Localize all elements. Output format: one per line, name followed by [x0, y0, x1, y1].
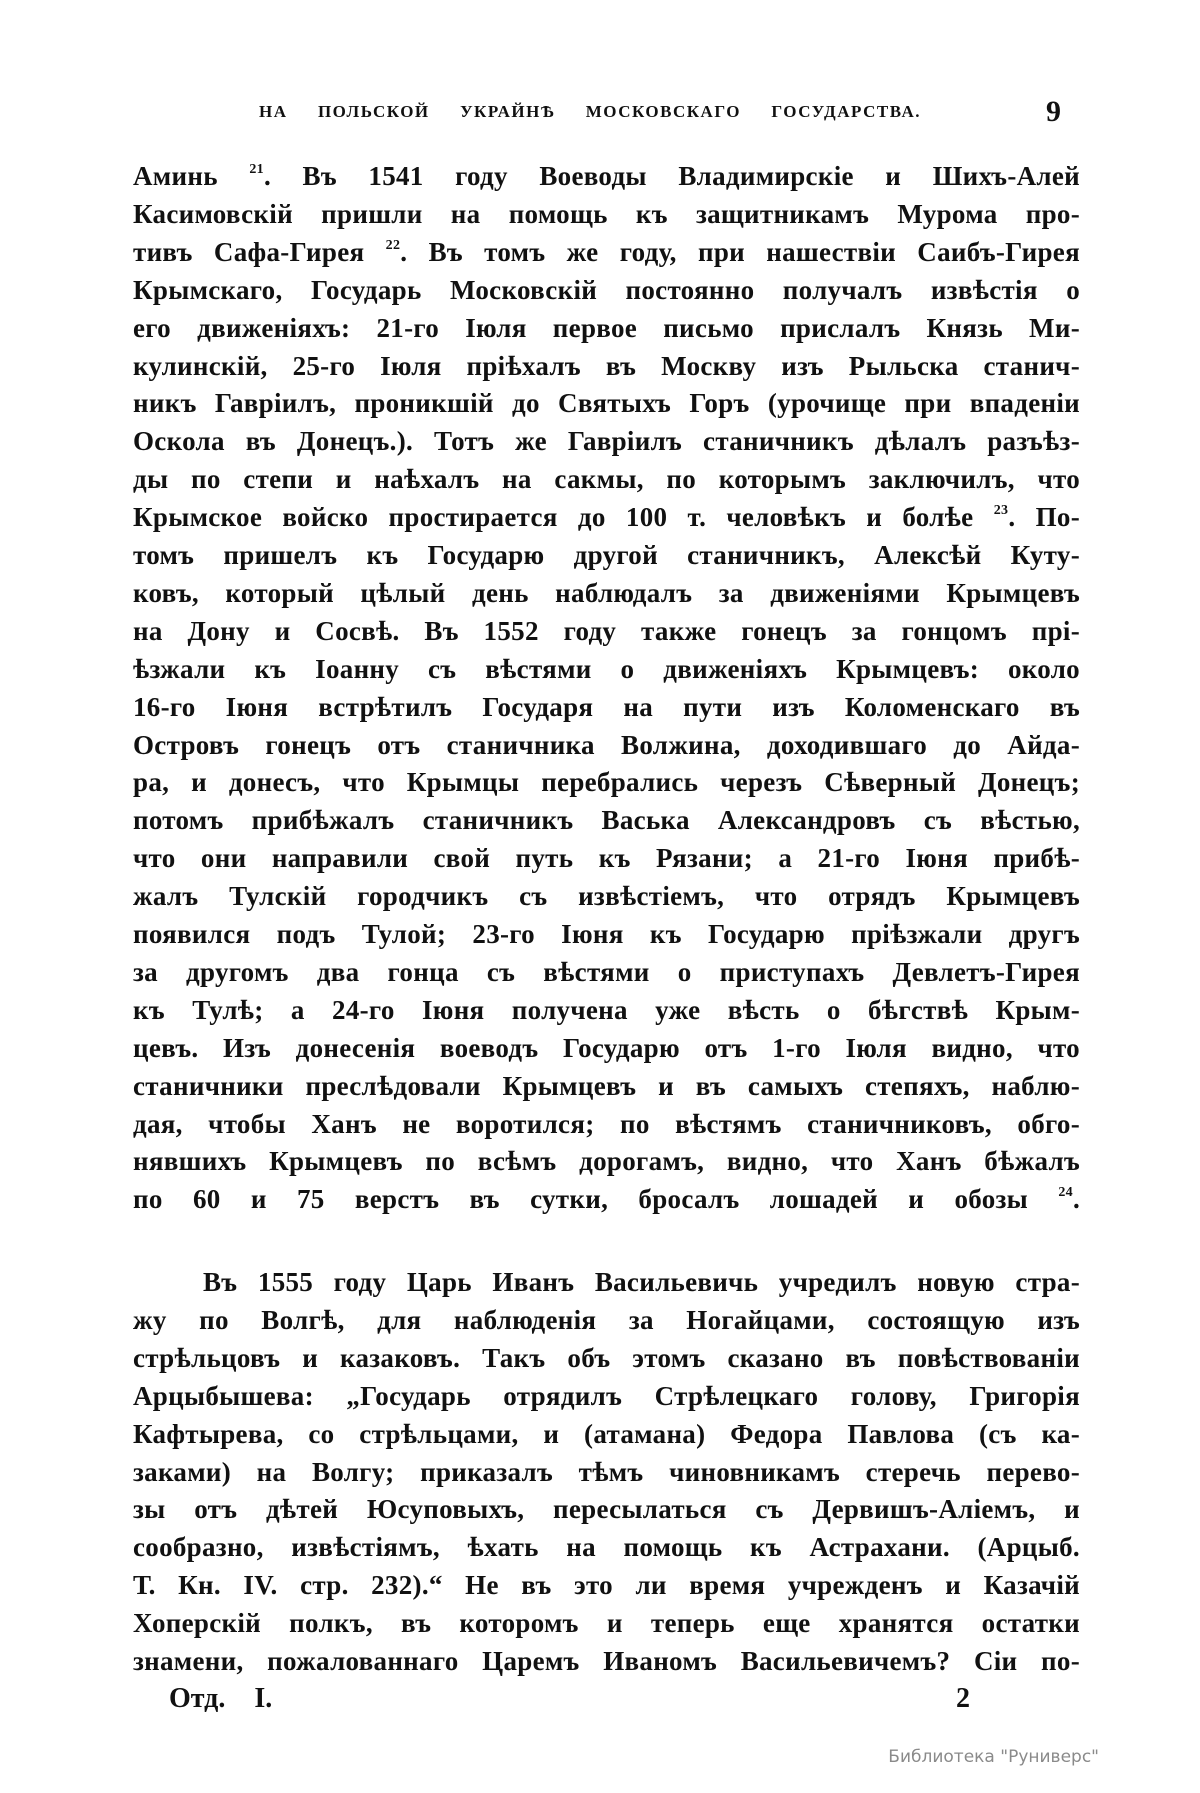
text-line	[133, 688, 1080, 726]
text-run: .	[1072, 1184, 1080, 1215]
text-run: по 60 и 75 верстъ въ сутки, бросалъ лошадей и обозы	[133, 1184, 1059, 1215]
text-run: ѣзжали къ Іоанну съ вѣстями о движеніяхъ Крымцевъ: около	[133, 653, 1080, 684]
text-run: . Въ томъ же году, при нашествіи Саибъ-Гирея	[400, 236, 1080, 267]
text-run: томъ пришелъ къ Государю другой станичникъ, Алексѣй Куту-	[133, 540, 1080, 570]
text-line	[133, 839, 1080, 877]
text-line	[133, 877, 1080, 915]
text-line	[133, 347, 1080, 385]
text-run: заками) на Волгу; приказалъ тѣмъ чиновникамъ стеречь перево-	[133, 1456, 1080, 1487]
text-line	[133, 1566, 1080, 1604]
text-run: станичники преслѣдовали Крымцевъ и въ самыхъ степяхъ, наблю-	[133, 1070, 1080, 1101]
text-line	[133, 1105, 1080, 1143]
text-line	[203, 1263, 1080, 1301]
text-run: Касимовскій пришли на помощь къ защитникамъ Мурома про-	[133, 198, 1080, 229]
text-run: кулинскій, 25-го Іюля пріѣхалъ въ Москву изъ Рыльска станич-	[133, 350, 1080, 381]
text-run: Въ 1555 году Царь Иванъ Васильевичь учредилъ новую стра-	[203, 1267, 1080, 1297]
text-run: стрѣльцовъ и казаковъ. Такъ объ этомъ сказано въ повѣствованіи	[133, 1342, 1080, 1373]
text-run: Оскола въ Донецъ.). Тотъ же Гавріилъ станичникъ дѣлалъ разъѣз-	[133, 426, 1080, 457]
text-run: Арцыбышева: „Государь отрядилъ Стрѣлецкаго голову, Григорія	[133, 1380, 1080, 1411]
text-line	[133, 384, 1080, 422]
text-line	[133, 1604, 1080, 1642]
text-line	[133, 650, 1080, 688]
text-run: сообразно, извѣстіямъ, ѣхать на помощь къ Астрахани. (Арцыб.	[133, 1532, 1080, 1563]
text-run: Крымскаго, Государь Московскій постоянно получалъ извѣстія о	[133, 274, 1080, 305]
text-line	[133, 574, 1080, 612]
text-line	[133, 460, 1080, 498]
text-line	[133, 157, 1080, 195]
text-line	[133, 1029, 1080, 1067]
text-line	[133, 1377, 1080, 1415]
footnote-ref: 24	[1058, 1185, 1073, 1201]
text-run: . По-	[1008, 502, 1080, 533]
text-line	[133, 233, 1080, 271]
text-run: ковъ, который цѣлый день наблюдалъ за движеніями Крымцевъ	[133, 577, 1080, 608]
library-watermark: Библиотека "Руниверс"	[888, 1747, 1099, 1767]
text-run: къ Тулѣ; а 24-го Іюня получена уже вѣсть о бѣгствѣ Крым-	[133, 994, 1080, 1025]
text-run: жу по Волгѣ, для наблюденія за Ногайцами, состоящую изъ	[133, 1304, 1080, 1335]
text-run: Крымское войско простирается до 100 т. человѣкъ и болѣе	[133, 502, 994, 533]
signature-mark: Отд. I.	[169, 1683, 273, 1714]
text-line	[133, 726, 1080, 764]
text-run: на Дону и Сосвѣ. Въ 1552 году также гонецъ за гонцомъ прі-	[133, 615, 1080, 646]
text-run: ра, и донесъ, что Крымцы перебрались черезъ Сѣверный Донецъ;	[133, 767, 1080, 798]
text-line	[133, 1490, 1080, 1528]
text-line	[133, 1528, 1080, 1566]
text-line	[133, 498, 1080, 536]
text-run: за другомъ два гонца съ вѣстями о приступахъ Девлетъ-Гирея	[133, 956, 1080, 987]
text-line	[133, 1301, 1080, 1339]
text-line	[133, 801, 1080, 839]
text-line	[133, 1339, 1080, 1377]
text-line	[133, 991, 1080, 1029]
running-header: НА ПОЛЬСКОЙ УКРАЙНѢ МОСКОВСКАГО ГОСУДАРСТВА.	[259, 102, 921, 121]
text-run: Аминь	[133, 161, 250, 191]
text-run: Т. Кн. IV. стр. 232).“ Не въ это ли время учрежденъ и Казачій	[133, 1570, 1080, 1601]
text-run: потомъ прибѣжалъ станичникъ Васька Александровъ съ вѣстью,	[133, 805, 1080, 836]
text-run: Островъ гонецъ отъ станичника Волжина, доходившаго до Айда-	[133, 729, 1080, 760]
text-line	[133, 1453, 1080, 1491]
text-run: цевъ. Изъ донесенія воеводъ Государю отъ 1-го Іюля видно, что	[133, 1032, 1080, 1063]
text-line	[133, 915, 1080, 953]
text-line	[133, 1142, 1080, 1180]
text-line	[133, 1180, 1080, 1218]
text-line	[133, 271, 1080, 309]
text-line	[133, 1415, 1080, 1453]
text-run: ды по степи и наѣхалъ на сакмы, по которымъ заключилъ, что	[133, 464, 1080, 495]
page-number: 9	[1046, 95, 1061, 128]
text-run: тивъ Сафа-Гирея	[133, 236, 386, 267]
text-run: появился подъ Тулой; 23-го Іюня къ Государю пріѣзжали другъ	[133, 919, 1080, 949]
text-run: Хоперскій полкъ, въ которомъ и теперь еще хранятся остатки	[133, 1608, 1080, 1639]
text-line	[133, 953, 1080, 991]
text-line	[133, 309, 1080, 347]
text-line	[133, 612, 1080, 650]
text-line	[133, 763, 1080, 801]
text-run: Кафтырева, со стрѣльцами, и (атамана) Федора Павлова (съ ка-	[133, 1418, 1080, 1449]
text-line	[133, 1067, 1080, 1105]
text-run: никъ Гавріилъ, проникшій до Святыхъ Горъ (урочище при впаденіи	[133, 388, 1080, 419]
footnote-ref: 22	[385, 237, 401, 253]
text-run: . Въ 1541 году Воеводы Владимирскіе и Шихъ-Алей	[263, 161, 1080, 191]
signature-number: 2	[956, 1683, 970, 1714]
footnote-ref: 21	[249, 162, 264, 177]
text-run: зы отъ дѣтей Юсуповыхъ, пересылаться съ Дервишъ-Аліемъ, и	[133, 1494, 1080, 1525]
text-run: 16-го Іюня встрѣтилъ Государя на пути изъ Коломенскаго въ	[133, 691, 1080, 722]
text-run: его движеніяхъ: 21-го Іюля первое письмо прислалъ Князь Ми-	[133, 312, 1080, 343]
text-run: что они направили свой путь къ Рязани; а 21-го Іюня прибѣ-	[133, 843, 1080, 874]
text-line	[133, 422, 1080, 460]
text-line	[133, 195, 1080, 233]
text-line	[133, 536, 1080, 574]
footnote-ref: 23	[993, 503, 1009, 519]
text-run: нявшихъ Крымцевъ по всѣмъ дорогамъ, видно, что Ханъ бѣжалъ	[133, 1146, 1080, 1177]
text-line	[133, 1642, 1080, 1680]
text-run: дая, чтобы Ханъ не воротился; по вѣстямъ станичниковъ, обго-	[133, 1108, 1080, 1139]
text-run: знамени, пожалованнаго Царемъ Иваномъ Васильевичемъ? Сіи по-	[133, 1646, 1080, 1676]
text-run: жалъ Тулскій городчикъ съ извѣстіемъ, что отрядъ Крымцевъ	[133, 881, 1080, 912]
